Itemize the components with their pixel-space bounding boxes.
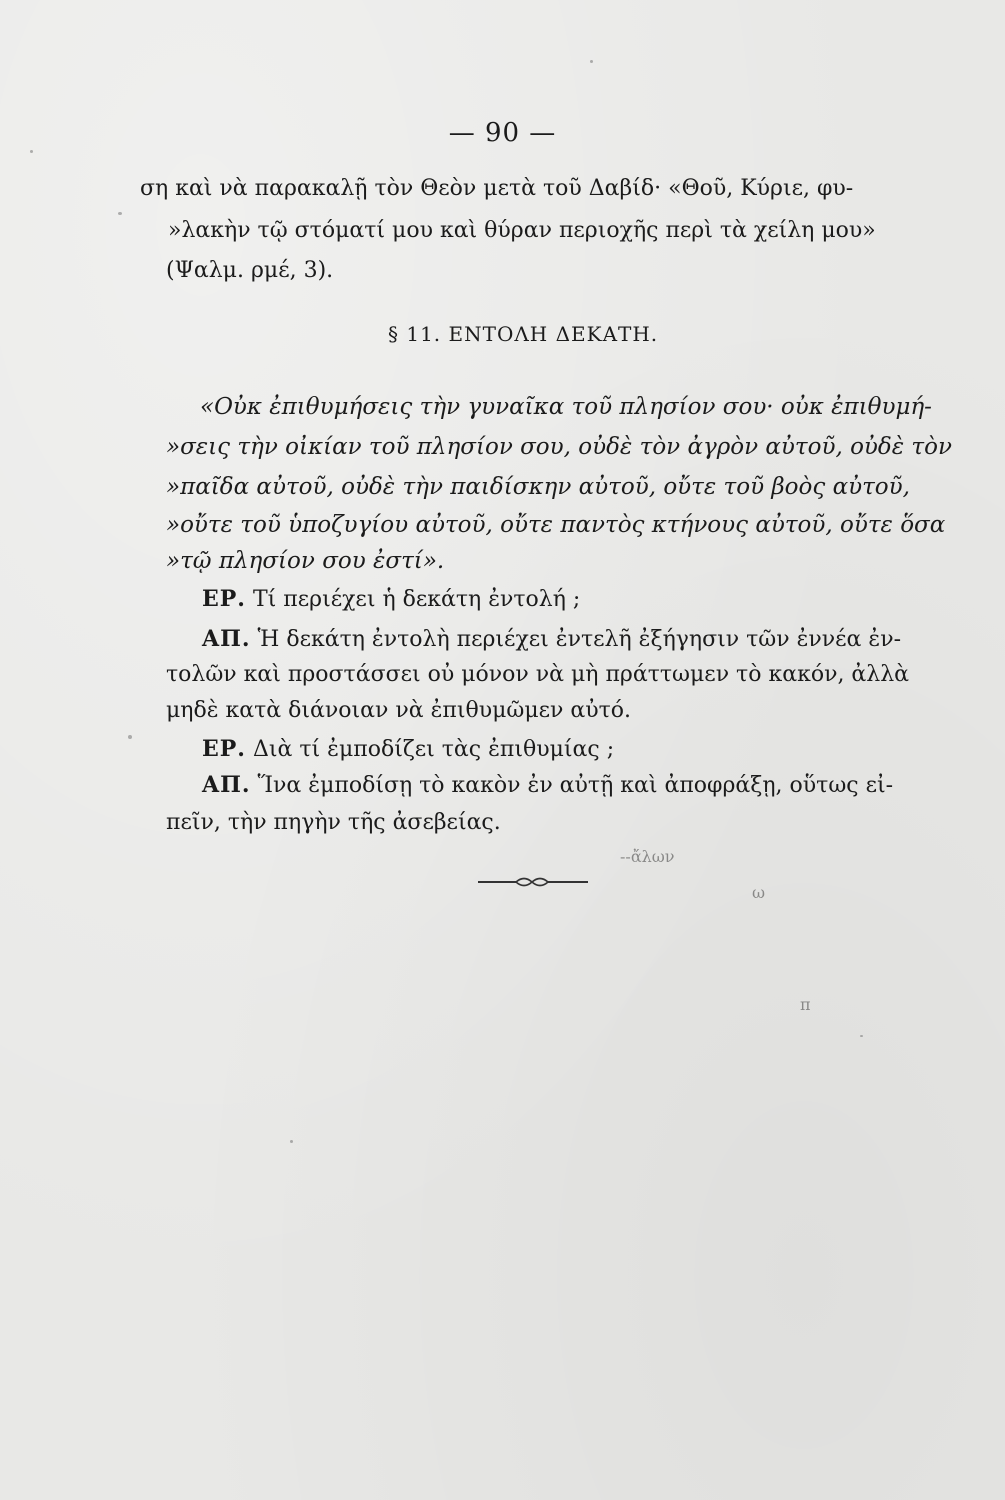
paper-speck	[290, 1140, 293, 1143]
answer-1-line-3: μηδὲ κατὰ διάνοιαν νὰ ἐπιθυμῶμεν αὐτό.	[166, 698, 632, 723]
paper-speck	[30, 150, 33, 153]
section-heading: § 11. ΕΝΤΟΛΗ ΔΕΚΑΤΗ.	[388, 322, 659, 346]
intro-line-2: »λακὴν τῷ στόματί μου καὶ θύραν περιοχῆς περὶ τὰ χείλη μου»	[168, 218, 876, 243]
paper-speck	[118, 212, 122, 215]
bleed-through-text: --ἄλων	[620, 847, 675, 866]
commandment-line-1: «Οὐκ ἐπιθυμήσεις τὴν γυναῖκα τοῦ πλησίον σου· οὐκ ἐπιθυμή-	[200, 394, 932, 420]
answer-1-line-2: τολῶν καὶ προστάσσει οὐ μόνον νὰ μὴ πράττωμεν τὸ κακόν, ἀλλὰ	[166, 662, 910, 687]
paper-speck	[590, 60, 593, 63]
question-label: ΕΡ.	[202, 736, 246, 762]
intro-line-3: (Ψαλμ. ρμέ, 3).	[166, 258, 334, 283]
page-number: — 90 —	[448, 118, 557, 148]
answer-text: Ἡ δεκάτη ἐντολὴ περιέχει ἐντελῆ ἐξήγησιν τῶν ἐννέα ἐν-	[257, 627, 902, 652]
answer-2-line-2: πεῖν, τὴν πηγὴν τῆς ἀσεβείας.	[166, 810, 501, 835]
answer-1-line-1	[202, 624, 901, 655]
paper-speck	[128, 735, 132, 739]
answer-text: Ἵνα ἐμποδίσῃ τὸ κακὸν ἐν αὐτῇ καὶ ἀποφράξῃ, οὕτως εἰ-	[257, 773, 894, 798]
ornamental-divider-icon	[478, 874, 588, 890]
bleed-through-text: ω	[752, 883, 766, 902]
bleed-through-text: π	[800, 995, 811, 1014]
answer-label: ΑΠ.	[202, 772, 251, 798]
intro-line-1: ση καὶ νὰ παρακαλῇ τὸν Θεὸν μετὰ τοῦ Δαβίδ· «Θοῦ, Κύριε, φυ-	[140, 176, 854, 201]
answer-2-line-1	[202, 770, 893, 801]
question-text: Τί περιέχει ἡ δεκάτη ἐντολή ;	[252, 587, 581, 612]
commandment-line-4: »οὔτε τοῦ ὑποζυγίου αὐτοῦ, οὔτε παντὸς κτήνους αὐτοῦ, οὔτε ὅσα	[166, 512, 946, 538]
commandment-line-2: »σεις τὴν οἰκίαν τοῦ πλησίον σου, οὐδὲ τὸν ἀγρὸν αὐτοῦ, οὐδὲ τὸν	[166, 434, 952, 460]
question-text: Διὰ τί ἐμποδίζει τὰς ἐπιθυμίας ;	[252, 737, 615, 762]
commandment-line-5: »τῷ πλησίον σου ἐστί».	[166, 548, 445, 574]
answer-label: ΑΠ.	[202, 626, 251, 652]
question-2	[202, 734, 614, 765]
commandment-line-3: »παῖδα αὐτοῦ, οὐδὲ τὴν παιδίσκην αὐτοῦ, οὔτε τοῦ βοὸς αὐτοῦ,	[166, 474, 910, 500]
question-label: ΕΡ.	[202, 586, 246, 612]
paper-speck	[860, 1035, 863, 1037]
question-1	[202, 584, 580, 615]
